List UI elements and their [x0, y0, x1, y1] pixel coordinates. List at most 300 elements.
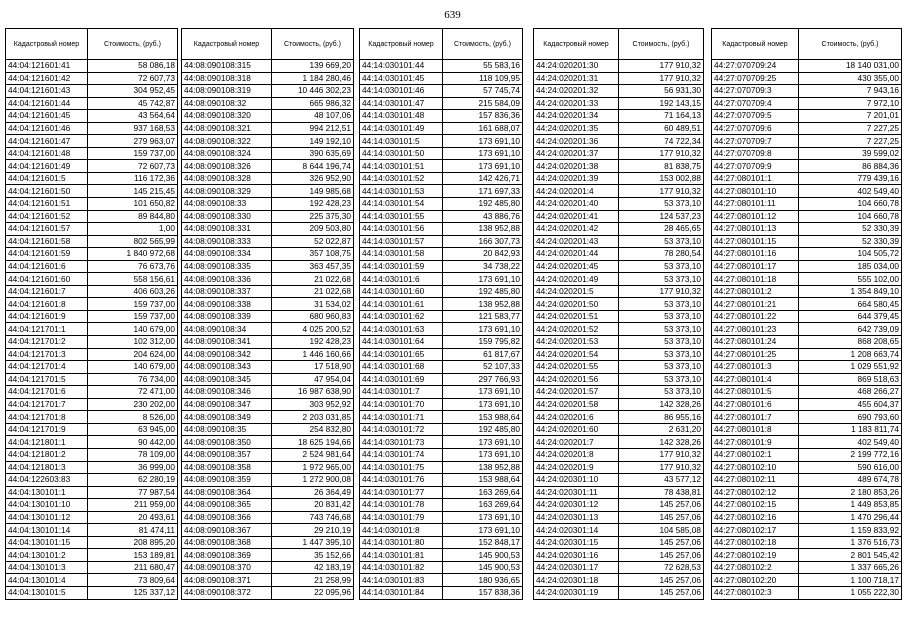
cadastral-table-1: [5, 28, 178, 600]
cadastral-number-cell: 44:08:090108:326: [182, 160, 272, 173]
cadastral-table-4: [533, 28, 704, 600]
cadastral-number-cell: 44:27:080102:18: [712, 536, 799, 549]
cost-cell: 76 734,00: [88, 373, 178, 386]
table-row: [712, 85, 902, 98]
cadastral-number-cell: 44:14:030101:50: [360, 147, 443, 160]
cost-cell: 1 376 516,73: [799, 536, 902, 549]
table-row: [712, 122, 902, 135]
cost-cell: 17 518,90: [272, 361, 354, 374]
header-cost: Стоимость, (руб.): [443, 29, 523, 60]
cost-cell: 1 446 160,66: [272, 348, 354, 361]
cost-cell: 149 192,10: [272, 135, 354, 148]
table-row: [360, 122, 523, 135]
table-row: [182, 386, 354, 399]
cost-cell: 192 485,80: [443, 423, 523, 436]
cadastral-number-cell: 44:04:121601:8: [6, 298, 88, 311]
cost-cell: 81 474,11: [88, 524, 178, 537]
cost-cell: 145 257,06: [619, 586, 704, 599]
table-row: [360, 524, 523, 537]
cadastral-number-cell: 44:14:030101:79: [360, 511, 443, 524]
cadastral-number-cell: 44:04:121601:46: [6, 122, 88, 135]
cadastral-number-cell: 44:04:121601:43: [6, 85, 88, 98]
table-row: [360, 97, 523, 110]
cadastral-number-cell: 44:24:020201:42: [534, 223, 619, 236]
table-row: [712, 561, 902, 574]
table-row: [6, 511, 178, 524]
cost-cell: 1 055 222,30: [799, 586, 902, 599]
cost-cell: 29 210,19: [272, 524, 354, 537]
cost-cell: 86 884,36: [799, 160, 902, 173]
table-row: [6, 235, 178, 248]
cadastral-number-cell: 44:27:080101:9: [712, 436, 799, 449]
cost-cell: 192 428,23: [272, 336, 354, 349]
cadastral-number-cell: 44:04:121601:44: [6, 97, 88, 110]
cost-cell: 139 669,20: [272, 60, 354, 73]
table-row: [182, 348, 354, 361]
cost-cell: 145 257,06: [619, 511, 704, 524]
table-row: [360, 273, 523, 286]
table-row: [712, 586, 902, 599]
cadastral-number-cell: 44:24:020201:41: [534, 210, 619, 223]
cost-cell: 53 373,10: [619, 310, 704, 323]
cost-cell: 868 208,65: [799, 336, 902, 349]
cadastral-number-cell: 44:27:070709:7: [712, 135, 799, 148]
cost-cell: 61 817,67: [443, 348, 523, 361]
table-row: [182, 135, 354, 148]
table-row: [182, 60, 354, 73]
table-row: [534, 185, 704, 198]
cadastral-number-cell: 44:24:020201:40: [534, 198, 619, 211]
cadastral-number-cell: 44:14:030101:48: [360, 110, 443, 123]
cost-cell: 157 836,36: [443, 110, 523, 123]
cost-cell: 47 954,04: [272, 373, 354, 386]
table-row: [6, 85, 178, 98]
cost-cell: 20 831,42: [272, 499, 354, 512]
cadastral-number-cell: 44:14:030101:5: [360, 135, 443, 148]
cadastral-number-cell: 44:24:020201:43: [534, 235, 619, 248]
table-row: [712, 461, 902, 474]
cost-cell: 7 972,10: [799, 97, 902, 110]
cadastral-number-cell: 44:24:020301:12: [534, 499, 619, 512]
table-row: [360, 499, 523, 512]
cadastral-number-cell: 44:14:030101:8: [360, 524, 443, 537]
cadastral-number-cell: 44:14:030101:57: [360, 235, 443, 248]
cost-cell: 104 505,72: [799, 248, 902, 261]
cost-cell: 173 691,10: [443, 511, 523, 524]
table-row: [6, 248, 178, 261]
cost-cell: 18 140 031,00: [799, 60, 902, 73]
cost-cell: 279 963,07: [88, 135, 178, 148]
cost-cell: 363 457,35: [272, 260, 354, 273]
cadastral-number-cell: 44:27:080101:6: [712, 398, 799, 411]
table-row: [712, 172, 902, 185]
cost-cell: 76 673,76: [88, 260, 178, 273]
table-row: [6, 223, 178, 236]
cost-cell: 121 583,77: [443, 310, 523, 323]
cadastral-number-cell: 44:14:030101:73: [360, 436, 443, 449]
table-row: [182, 147, 354, 160]
table-row: [6, 561, 178, 574]
cadastral-number-cell: 44:14:030101:70: [360, 398, 443, 411]
table-row: [6, 273, 178, 286]
cadastral-number-cell: 44:24:020201:32: [534, 85, 619, 98]
cost-cell: 153 189,81: [88, 549, 178, 562]
table-row: [712, 97, 902, 110]
cost-cell: 53 373,10: [619, 386, 704, 399]
table-row: [360, 348, 523, 361]
cadastral-number-cell: 44:04:121601:58: [6, 235, 88, 248]
table-row: [712, 361, 902, 374]
cost-cell: 1 272 900,08: [272, 474, 354, 487]
cost-cell: 73 809,64: [88, 574, 178, 587]
cost-cell: 173 691,10: [443, 323, 523, 336]
cadastral-number-cell: 44:04:121601:42: [6, 72, 88, 85]
table-row: [534, 160, 704, 173]
cadastral-number-cell: 44:24:020201:49: [534, 273, 619, 286]
table-row: [712, 499, 902, 512]
cost-cell: 230 202,00: [88, 398, 178, 411]
table-row: [534, 323, 704, 336]
table-row: [182, 486, 354, 499]
cost-cell: 102 312,00: [88, 336, 178, 349]
cost-cell: 149 985,68: [272, 185, 354, 198]
cadastral-number-cell: 44:24:020301:13: [534, 511, 619, 524]
table-row: [534, 248, 704, 261]
cadastral-number-cell: 44:24:020201:7: [534, 436, 619, 449]
cost-cell: 297 766,93: [443, 373, 523, 386]
table-row: [360, 285, 523, 298]
table-row: [360, 110, 523, 123]
cadastral-number-cell: 44:08:090108:372: [182, 586, 272, 599]
table-row: [182, 398, 354, 411]
cost-cell: 1 470 296,44: [799, 511, 902, 524]
cadastral-number-cell: 44:04:121701:2: [6, 336, 88, 349]
cadastral-number-cell: 44:14:030101:58: [360, 248, 443, 261]
table-row: [6, 386, 178, 399]
cost-cell: 2 524 981,64: [272, 448, 354, 461]
cost-cell: 171 697,33: [443, 185, 523, 198]
table-row: [360, 423, 523, 436]
cadastral-number-cell: 44:27:080101:24: [712, 336, 799, 349]
table-row: [6, 536, 178, 549]
cost-cell: 16 987 638,90: [272, 386, 354, 399]
table-row: [712, 198, 902, 211]
table-row: [712, 72, 902, 85]
cadastral-number-cell: 44:08:090108:341: [182, 336, 272, 349]
table-row: [6, 448, 178, 461]
cadastral-number-cell: 44:24:020201:52: [534, 323, 619, 336]
table-row: [6, 285, 178, 298]
cost-cell: 45 742,87: [88, 97, 178, 110]
cadastral-number-cell: 44:14:030101:49: [360, 122, 443, 135]
table-row: [534, 474, 704, 487]
cost-cell: 31 534,02: [272, 298, 354, 311]
table-row: [6, 436, 178, 449]
cadastral-number-cell: 44:24:020201:35: [534, 122, 619, 135]
cost-cell: 60 489,51: [619, 122, 704, 135]
cadastral-number-cell: 44:27:080101:13: [712, 223, 799, 236]
cadastral-number-cell: 44:14:030101:52: [360, 172, 443, 185]
cost-cell: 52 330,39: [799, 223, 902, 236]
cadastral-number-cell: 44:08:090108:329: [182, 185, 272, 198]
cadastral-number-cell: 44:24:020201:8: [534, 448, 619, 461]
cost-cell: 21 022,68: [272, 285, 354, 298]
cadastral-number-cell: 44:04:130101:2: [6, 549, 88, 562]
cadastral-number-cell: 44:04:121601:6: [6, 260, 88, 273]
cost-cell: 173 691,10: [443, 398, 523, 411]
cadastral-number-cell: 44:04:121601:48: [6, 147, 88, 160]
cost-cell: 142 426,71: [443, 172, 523, 185]
cadastral-number-cell: 44:27:080102:2: [712, 561, 799, 574]
cadastral-number-cell: 44:08:090108:331: [182, 223, 272, 236]
cadastral-number-cell: 44:14:030101:63: [360, 323, 443, 336]
cost-cell: 743 746,68: [272, 511, 354, 524]
cadastral-number-cell: 44:24:020201:44: [534, 248, 619, 261]
cadastral-number-cell: 44:24:020201:37: [534, 147, 619, 160]
header-cost: Стоимость, (руб.): [272, 29, 354, 60]
cost-cell: 163 269,64: [443, 499, 523, 512]
cadastral-number-cell: 44:08:090108:347: [182, 398, 272, 411]
table-row: [360, 511, 523, 524]
cost-cell: 90 442,00: [88, 436, 178, 449]
cost-cell: 58 086,18: [88, 60, 178, 73]
table-row: [712, 235, 902, 248]
table-row: [534, 561, 704, 574]
cost-cell: 690 793,60: [799, 411, 902, 424]
cost-cell: 185 034,00: [799, 260, 902, 273]
table-row: [360, 411, 523, 424]
cost-cell: 1 447 395,10: [272, 536, 354, 549]
cost-cell: 1 840 972,68: [88, 248, 178, 261]
cost-cell: 145 257,06: [619, 536, 704, 549]
cost-cell: 48 107,06: [272, 110, 354, 123]
table-row: [182, 160, 354, 173]
cost-cell: 53 373,10: [619, 260, 704, 273]
cost-cell: 254 832,80: [272, 423, 354, 436]
table-row: [712, 210, 902, 223]
cadastral-number-cell: 44:04:121701:9: [6, 423, 88, 436]
table-row: [712, 448, 902, 461]
cadastral-number-cell: 44:04:121601:7: [6, 285, 88, 298]
cost-cell: 211 959,00: [88, 499, 178, 512]
cadastral-number-cell: 44:04:121601:41: [6, 60, 88, 73]
cadastral-number-cell: 44:24:020201:39: [534, 172, 619, 185]
table-row: [712, 511, 902, 524]
table-row: [6, 586, 178, 599]
cadastral-number-cell: 44:27:080101:18: [712, 273, 799, 286]
cadastral-number-cell: 44:27:080102:15: [712, 499, 799, 512]
cadastral-number-cell: 44:24:020301:19: [534, 586, 619, 599]
cost-cell: 558 156,61: [88, 273, 178, 286]
table-row: [6, 60, 178, 73]
cadastral-number-cell: 44:14:030101:56: [360, 223, 443, 236]
table-row: [712, 373, 902, 386]
table-row: [712, 474, 902, 487]
cost-cell: 192 428,23: [272, 198, 354, 211]
table-row: [182, 423, 354, 436]
cost-cell: 21 022,68: [272, 273, 354, 286]
table-row: [712, 273, 902, 286]
cadastral-number-cell: 44:24:020201:53: [534, 336, 619, 349]
cost-cell: 204 624,00: [88, 348, 178, 361]
cadastral-number-cell: 44:08:090108:357: [182, 448, 272, 461]
header-cadastral-number: Кадастровый номер: [534, 29, 619, 60]
cost-cell: 937 168,53: [88, 122, 178, 135]
table-row: [534, 398, 704, 411]
cost-cell: 1 354 849,10: [799, 285, 902, 298]
cost-cell: 71 164,13: [619, 110, 704, 123]
cadastral-number-cell: 44:24:020201:54: [534, 348, 619, 361]
table-row: [360, 373, 523, 386]
cost-cell: 177 910,32: [619, 461, 704, 474]
cost-cell: 145 215,45: [88, 185, 178, 198]
cost-cell: 468 266,27: [799, 386, 902, 399]
cost-cell: 21 258,99: [272, 574, 354, 587]
table-row: [360, 85, 523, 98]
cost-cell: 8 526,00: [88, 411, 178, 424]
cadastral-number-cell: 44:08:090108:365: [182, 499, 272, 512]
cadastral-number-cell: 44:14:030101:65: [360, 348, 443, 361]
cost-cell: 357 108,75: [272, 248, 354, 261]
cadastral-number-cell: 44:08:090108:366: [182, 511, 272, 524]
cadastral-number-cell: 44:04:130101:4: [6, 574, 88, 587]
table-row: [182, 223, 354, 236]
page-number: 639: [444, 9, 461, 21]
cadastral-table-2: [181, 28, 354, 600]
cadastral-number-cell: 44:14:030101:7: [360, 386, 443, 399]
cost-cell: 104 585,08: [619, 524, 704, 537]
cadastral-number-cell: 44:08:090108:336: [182, 273, 272, 286]
table-row: [360, 172, 523, 185]
table-row: [182, 210, 354, 223]
cadastral-number-cell: 44:04:121601:50: [6, 185, 88, 198]
table-row: [6, 373, 178, 386]
cadastral-number-cell: 44:04:130101:10: [6, 499, 88, 512]
cost-cell: 2 180 853,26: [799, 486, 902, 499]
cadastral-number-cell: 44:24:020301:10: [534, 474, 619, 487]
table-row: [534, 310, 704, 323]
cadastral-number-cell: 44:24:020301:14: [534, 524, 619, 537]
table-row: [182, 474, 354, 487]
table-row: [712, 60, 902, 73]
cost-cell: 192 485,80: [443, 198, 523, 211]
cadastral-number-cell: 44:08:090108:33: [182, 198, 272, 211]
table-row: [534, 586, 704, 599]
cadastral-number-cell: 44:08:090108:359: [182, 474, 272, 487]
cadastral-number-cell: 44:14:030101:53: [360, 185, 443, 198]
table-row: [182, 248, 354, 261]
cost-cell: 77 987,54: [88, 486, 178, 499]
cost-cell: 34 738,22: [443, 260, 523, 273]
cost-cell: 779 439,16: [799, 172, 902, 185]
cost-cell: 680 960,83: [272, 310, 354, 323]
table-row: [6, 97, 178, 110]
cost-cell: 1 337 665,26: [799, 561, 902, 574]
cadastral-number-cell: 44:08:090108:330: [182, 210, 272, 223]
cost-cell: 208 895,20: [88, 536, 178, 549]
cost-cell: 78 280,54: [619, 248, 704, 261]
cadastral-number-cell: 44:08:090108:367: [182, 524, 272, 537]
table-row: [182, 336, 354, 349]
table-header-row: [360, 29, 523, 60]
table-row: [360, 72, 523, 85]
cadastral-number-cell: 44:08:090108:319: [182, 85, 272, 98]
cost-cell: 7 201,01: [799, 110, 902, 123]
cost-cell: 173 691,10: [443, 448, 523, 461]
cadastral-number-cell: 44:24:020201:57: [534, 386, 619, 399]
cost-cell: 180 936,65: [443, 574, 523, 587]
table-row: [6, 486, 178, 499]
cadastral-number-cell: 44:14:030101:54: [360, 198, 443, 211]
table-row: [182, 361, 354, 374]
cost-cell: 430 355,00: [799, 72, 902, 85]
cost-cell: 52 330,39: [799, 235, 902, 248]
cost-cell: 22 095,96: [272, 586, 354, 599]
cost-cell: 101 650,82: [88, 198, 178, 211]
table-row: [360, 336, 523, 349]
cadastral-number-cell: 44:04:121701:7: [6, 398, 88, 411]
cost-cell: 304 952,45: [88, 85, 178, 98]
cadastral-number-cell: 44:24:020301:11: [534, 486, 619, 499]
table-row: [534, 386, 704, 399]
cadastral-number-cell: 44:08:090108:368: [182, 536, 272, 549]
cost-cell: 8 644 196,74: [272, 160, 354, 173]
cost-cell: 326 952,90: [272, 172, 354, 185]
table-row: [360, 561, 523, 574]
cadastral-number-cell: 44:24:020301:16: [534, 549, 619, 562]
table-row: [712, 223, 902, 236]
cost-cell: 173 691,10: [443, 386, 523, 399]
table-row: [712, 574, 902, 587]
table-row: [534, 511, 704, 524]
table-row: [534, 361, 704, 374]
cost-cell: 116 172,36: [88, 172, 178, 185]
cost-cell: 7 943,16: [799, 85, 902, 98]
cost-cell: 173 691,10: [443, 147, 523, 160]
cadastral-number-cell: 44:24:020201:58: [534, 398, 619, 411]
table-row: [712, 285, 902, 298]
cost-cell: 52 107,33: [443, 361, 523, 374]
table-row: [6, 260, 178, 273]
table-row: [712, 160, 902, 173]
table-row: [712, 423, 902, 436]
table-row: [712, 549, 902, 562]
table-row: [534, 549, 704, 562]
cadastral-number-cell: 44:24:020301:17: [534, 561, 619, 574]
cadastral-number-cell: 44:04:121801:3: [6, 461, 88, 474]
table-row: [182, 110, 354, 123]
header-cost: Стоимость, (руб.): [88, 29, 178, 60]
cost-cell: 303 952,92: [272, 398, 354, 411]
cost-cell: 39 599,02: [799, 147, 902, 160]
table-row: [712, 248, 902, 261]
cost-cell: 138 952,88: [443, 461, 523, 474]
table-row: [712, 536, 902, 549]
cadastral-number-cell: 44:27:070709:24: [712, 60, 799, 73]
cost-cell: 665 986,32: [272, 97, 354, 110]
table-row: [534, 122, 704, 135]
table-row: [182, 461, 354, 474]
table-row: [712, 524, 902, 537]
table-row: [534, 411, 704, 424]
table-row: [182, 97, 354, 110]
cost-cell: 153 002,88: [619, 172, 704, 185]
table-row: [360, 486, 523, 499]
cadastral-number-cell: 44:14:030101:64: [360, 336, 443, 349]
cost-cell: 455 604,37: [799, 398, 902, 411]
table-row: [534, 574, 704, 587]
table-row: [360, 398, 523, 411]
